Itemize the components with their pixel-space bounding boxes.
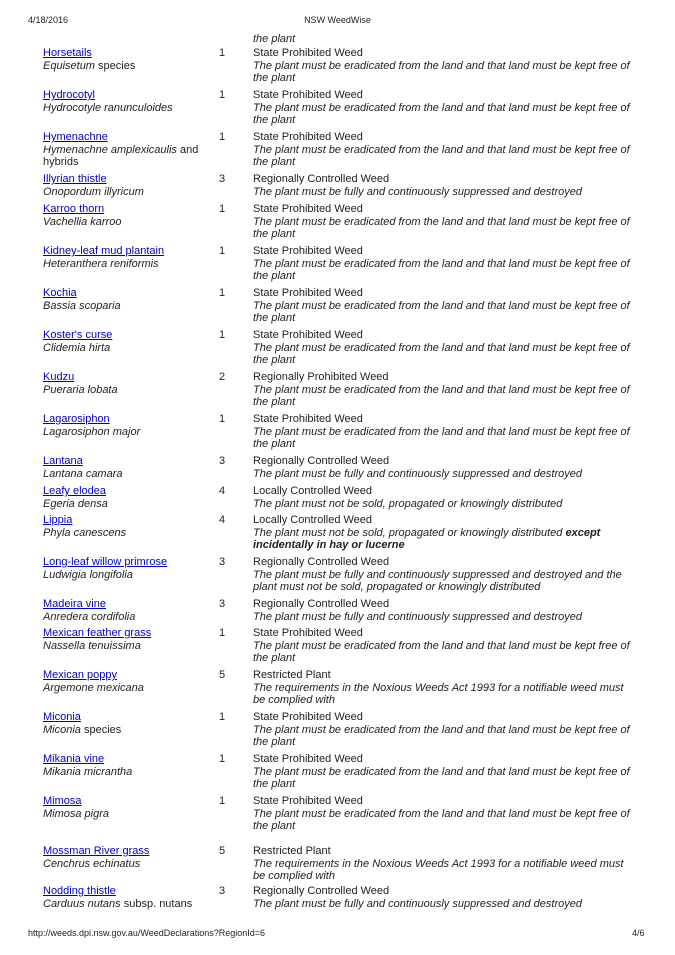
scientific-name <box>43 468 208 481</box>
legal-requirement <box>253 60 638 85</box>
legal-requirement-text: The plant must be eradicated from the land and that land must be kept free of the plant <box>253 341 630 367</box>
scientific-name-italic: Lantana camara <box>43 467 123 480</box>
scientific-name <box>43 640 208 653</box>
legal-requirement-text: The plant must be fully and continuously suppressed and destroyed <box>253 610 582 623</box>
weed-link[interactable]: Karroo thorn <box>43 203 105 215</box>
scientific-name <box>43 498 208 511</box>
scientific-name <box>43 724 208 737</box>
control-category: 1 <box>219 245 226 257</box>
legal-requirement <box>253 468 638 481</box>
scientific-name <box>43 342 208 355</box>
legal-requirement-text: The requirements in the Noxious Weeds Act 1993 for a notifiable weed must be complied with <box>253 681 624 707</box>
declaration-cell <box>253 711 638 749</box>
legal-requirement-exception: except incidentally in hay or lucerne <box>253 526 601 552</box>
legal-requirement <box>253 426 638 451</box>
scientific-name-italic: Argemone mexicana <box>43 681 144 694</box>
scientific-name-italic: Pueraria lobata <box>43 383 118 396</box>
weed-name-cell <box>43 845 208 870</box>
legal-requirement-text: The plant must be eradicated from the land and that land must be kept free of the plant <box>253 101 630 127</box>
weed-link[interactable]: Kidney-leaf mud plantain <box>43 245 165 257</box>
declaration-cell <box>253 795 638 833</box>
weed-link[interactable]: Mexican feather grass <box>43 627 152 639</box>
weed-name-cell <box>43 514 208 539</box>
declaration-cell <box>253 845 638 883</box>
weed-link[interactable]: Long-leaf willow primrose <box>43 556 168 568</box>
legal-requirement <box>253 300 638 325</box>
declaration-cell <box>253 669 638 707</box>
weed-link[interactable]: Horsetails <box>43 47 92 59</box>
declaration-cell <box>253 753 638 791</box>
scientific-name <box>43 426 208 439</box>
weed-name-cell <box>43 371 208 396</box>
control-category: 5 <box>219 845 226 857</box>
scientific-name-italic: Cenchrus echinatus <box>43 857 141 870</box>
weed-name-cell <box>43 173 208 198</box>
control-category: 1 <box>219 47 226 59</box>
weed-link[interactable]: Nodding thistle <box>43 885 116 897</box>
control-category: 1 <box>219 627 226 639</box>
legal-requirement <box>253 724 638 749</box>
scientific-name-suffix: and hybrids <box>43 143 199 169</box>
weed-link[interactable]: Kudzu <box>43 371 75 383</box>
control-category: 1 <box>219 131 226 143</box>
weed-name-cell <box>43 627 208 652</box>
scientific-name <box>43 898 208 911</box>
legal-requirement-text: The plant must be eradicated from the land and that land must be kept free of the plant <box>253 723 630 749</box>
legal-requirement <box>253 144 638 169</box>
scientific-name-suffix: species <box>80 723 122 736</box>
weed-link[interactable]: Leafy elodea <box>43 485 106 497</box>
control-category: 5 <box>219 669 226 681</box>
control-category: 1 <box>219 287 226 299</box>
weed-class: State Prohibited Weed <box>253 287 363 299</box>
scientific-name-italic: Egeria densa <box>43 497 108 510</box>
weed-class: State Prohibited Weed <box>253 203 363 215</box>
weed-link[interactable]: Lantana <box>43 455 83 467</box>
scientific-name <box>43 216 208 229</box>
scientific-name-italic: Vachellia karroo <box>43 215 122 228</box>
footer-url: http://weeds.dpi.nsw.gov.au/WeedDeclarations?RegionId=6 <box>28 928 266 938</box>
declaration-cell <box>253 131 638 169</box>
legal-requirement <box>253 682 638 707</box>
control-category: 1 <box>219 795 226 807</box>
legal-requirement-text: The plant must be eradicated from the land and that land must be kept free of the plant <box>253 383 630 409</box>
scientific-name-italic: Hydrocotyle ranunculoides <box>43 101 173 114</box>
weed-link[interactable]: Mikania vine <box>43 753 105 765</box>
weed-link[interactable]: Lagarosiphon <box>43 413 110 425</box>
declaration-cell <box>253 47 638 85</box>
page-title: NSW WeedWise <box>304 15 371 25</box>
weed-class: State Prohibited Weed <box>253 627 363 639</box>
legal-requirement <box>253 640 638 665</box>
weed-name-cell <box>43 47 208 72</box>
legal-requirement <box>253 384 638 409</box>
weed-name-cell <box>43 795 208 820</box>
scientific-name-italic: Anredera cordifolia <box>43 610 136 623</box>
control-category: 3 <box>219 173 226 185</box>
weed-link[interactable]: Hymenachne <box>43 131 108 143</box>
legal-requirement-text: The plant must be eradicated from the land and that land must be kept free of the plant <box>253 807 630 833</box>
scientific-name <box>43 186 208 199</box>
weed-name-cell <box>43 287 208 312</box>
weed-class: State Prohibited Weed <box>253 329 363 341</box>
scientific-name-italic: Miconia <box>43 723 81 736</box>
weed-name-cell <box>43 753 208 778</box>
declaration-cell <box>253 885 638 910</box>
weed-link[interactable]: Hydrocotyl <box>43 89 95 101</box>
weed-link[interactable]: Miconia <box>43 711 81 723</box>
scientific-name-italic: Carduus nutans <box>43 897 121 910</box>
legal-requirement-text: The plant must be fully and continuously suppressed and destroyed <box>253 467 582 480</box>
control-category: 1 <box>219 711 226 723</box>
control-category: 1 <box>219 753 226 765</box>
weed-class: Regionally Controlled Weed <box>253 173 390 185</box>
control-category: 3 <box>219 556 226 568</box>
legal-requirement-text: The plant must be eradicated from the land and that land must be kept free of the plant <box>253 59 630 85</box>
scientific-name <box>43 766 208 779</box>
weed-class: Locally Controlled Weed <box>253 485 373 497</box>
scientific-name-italic: Lagarosiphon major <box>43 425 141 438</box>
scientific-name <box>43 611 208 624</box>
control-category: 3 <box>219 455 226 467</box>
control-category: 1 <box>219 89 226 101</box>
control-category: 2 <box>219 371 226 383</box>
legal-requirement-text: The plant must be eradicated from the land and that land must be kept free of the plant <box>253 639 630 665</box>
scientific-name-italic: Clidemia hirta <box>43 341 111 354</box>
declaration-cell <box>253 413 638 451</box>
legal-requirement <box>253 186 638 199</box>
legal-requirement-text: The plant must be eradicated from the land and that land must be kept free of the plant <box>253 215 630 241</box>
weed-class: State Prohibited Weed <box>253 131 363 143</box>
legal-requirement-text: The requirements in the Noxious Weeds Act 1993 for a notifiable weed must be complied with <box>253 857 624 883</box>
control-category: 1 <box>219 413 226 425</box>
legal-requirement-text: The plant must be fully and continuously suppressed and destroyed <box>253 185 582 198</box>
weed-name-cell <box>43 329 208 354</box>
weed-link[interactable]: Lippia <box>43 514 73 526</box>
legal-requirement-text: The plant must be eradicated from the land and that land must be kept free of the plant <box>253 425 630 451</box>
scientific-name-italic: Onopordum illyricum <box>43 185 144 198</box>
scientific-name-italic: Hymenachne amplexicaulis <box>43 143 177 156</box>
weed-name-cell <box>43 711 208 736</box>
scientific-name-italic: Ludwigia longifolia <box>43 568 133 581</box>
scientific-name <box>43 258 208 271</box>
legal-requirement-text: The plant must be eradicated from the land and that land must be kept free of the plant <box>253 765 630 791</box>
weed-class: State Prohibited Weed <box>253 753 363 765</box>
declaration-cell <box>253 89 638 127</box>
weed-name-cell <box>43 485 208 510</box>
legal-requirement-text: The plant must not be sold, propagated or knowingly distributed <box>253 526 566 539</box>
weed-name-cell <box>43 413 208 438</box>
scientific-name <box>43 102 208 115</box>
legal-requirement-text: The plant must not be sold, propagated or knowingly distributed <box>253 497 563 510</box>
scientific-name-italic: Equisetum <box>43 59 95 72</box>
weed-name-cell <box>43 203 208 228</box>
weed-class: Regionally Controlled Weed <box>253 598 390 610</box>
legal-requirement <box>253 611 638 624</box>
scientific-name-italic: Nassella tenuissima <box>43 639 141 652</box>
weed-name-cell <box>43 455 208 480</box>
declaration-cell <box>253 203 638 241</box>
legal-requirement <box>253 102 638 127</box>
declaration-cell <box>253 329 638 367</box>
legal-requirement-text: The plant must be fully and continuously suppressed and destroyed and the plant must not be sold, propagated or knowingly distributed <box>253 568 622 594</box>
weed-name-cell <box>43 89 208 114</box>
scientific-name <box>43 384 208 397</box>
legal-requirement-text: The plant must be eradicated from the land and that land must be kept free of the plant <box>253 143 630 169</box>
scientific-name-italic: Mimosa pigra <box>43 807 110 820</box>
weed-class: State Prohibited Weed <box>253 711 363 723</box>
declaration-cell <box>253 287 638 325</box>
scientific-name <box>43 527 208 540</box>
declaration-cell <box>253 627 638 665</box>
legal-requirement <box>253 808 638 833</box>
weed-class: State Prohibited Weed <box>253 245 363 257</box>
scientific-name-italic: Phyla canescens <box>43 526 127 539</box>
weed-name-cell <box>43 669 208 694</box>
legal-requirement <box>253 216 638 241</box>
weed-class: State Prohibited Weed <box>253 47 363 59</box>
legal-requirement <box>253 498 638 511</box>
scientific-name-italic: Heteranthera reniformis <box>43 257 159 270</box>
scientific-name-suffix: species <box>94 59 136 72</box>
weed-name-cell <box>43 556 208 581</box>
legal-requirement <box>253 342 638 367</box>
weed-class: Restricted Plant <box>253 669 331 681</box>
weed-link[interactable]: Koster's curse <box>43 329 113 341</box>
weed-class: Regionally Controlled Weed <box>253 455 390 467</box>
continued-requirement: the plant <box>253 33 296 45</box>
declaration-cell <box>253 245 638 283</box>
declaration-cell <box>253 455 638 480</box>
scientific-name <box>43 682 208 695</box>
weed-class: Restricted Plant <box>253 845 331 857</box>
legal-requirement <box>253 898 638 911</box>
weed-link[interactable]: Illyrian thistle <box>43 173 107 185</box>
legal-requirement <box>253 569 638 594</box>
legal-requirement <box>253 858 638 883</box>
weed-class: Regionally Prohibited Weed <box>253 371 389 383</box>
print-date: 4/18/2016 <box>28 15 69 25</box>
control-category: 4 <box>219 514 226 526</box>
control-category: 3 <box>219 885 226 897</box>
legal-requirement-text: The plant must be fully and continuously suppressed and destroyed <box>253 897 582 910</box>
control-category: 1 <box>219 203 226 215</box>
legal-requirement <box>253 258 638 283</box>
weed-link[interactable]: Mossman River grass <box>43 845 150 857</box>
weed-link[interactable]: Mimosa <box>43 795 82 807</box>
declaration-cell <box>253 371 638 409</box>
legal-requirement-text: The plant must be eradicated from the land and that land must be kept free of the plant <box>253 257 630 283</box>
weed-link[interactable]: Mexican poppy <box>43 669 117 681</box>
weed-link[interactable]: Kochia <box>43 287 77 299</box>
control-category: 4 <box>219 485 226 497</box>
scientific-name-suffix: subsp. nutans <box>120 897 193 910</box>
legal-requirement <box>253 766 638 791</box>
weed-class: Regionally Controlled Weed <box>253 885 390 897</box>
weed-name-cell <box>43 131 208 169</box>
weed-name-cell <box>43 245 208 270</box>
control-category: 3 <box>219 598 226 610</box>
page-number: 4/6 <box>632 928 645 938</box>
declaration-cell <box>253 485 638 510</box>
declaration-cell <box>253 514 638 552</box>
legal-requirement-text: The plant must be eradicated from the land and that land must be kept free of the plant <box>253 299 630 325</box>
weed-name-cell <box>43 598 208 623</box>
control-category: 1 <box>219 329 226 341</box>
weed-link[interactable]: Madeira vine <box>43 598 106 610</box>
scientific-name <box>43 858 208 871</box>
declaration-cell <box>253 556 638 594</box>
scientific-name-italic: Bassia scoparia <box>43 299 121 312</box>
scientific-name <box>43 60 208 73</box>
scientific-name <box>43 569 208 582</box>
weed-class: State Prohibited Weed <box>253 795 363 807</box>
declaration-cell <box>253 173 638 198</box>
weed-class: Regionally Controlled Weed <box>253 556 390 568</box>
scientific-name <box>43 808 208 821</box>
scientific-name <box>43 300 208 313</box>
weed-class: Locally Controlled Weed <box>253 514 373 526</box>
declaration-cell <box>253 598 638 623</box>
scientific-name <box>43 144 208 169</box>
scientific-name-italic: Mikania micrantha <box>43 765 133 778</box>
weed-name-cell <box>43 885 208 910</box>
legal-requirement <box>253 527 638 552</box>
weed-class: State Prohibited Weed <box>253 89 363 101</box>
weed-class: State Prohibited Weed <box>253 413 363 425</box>
